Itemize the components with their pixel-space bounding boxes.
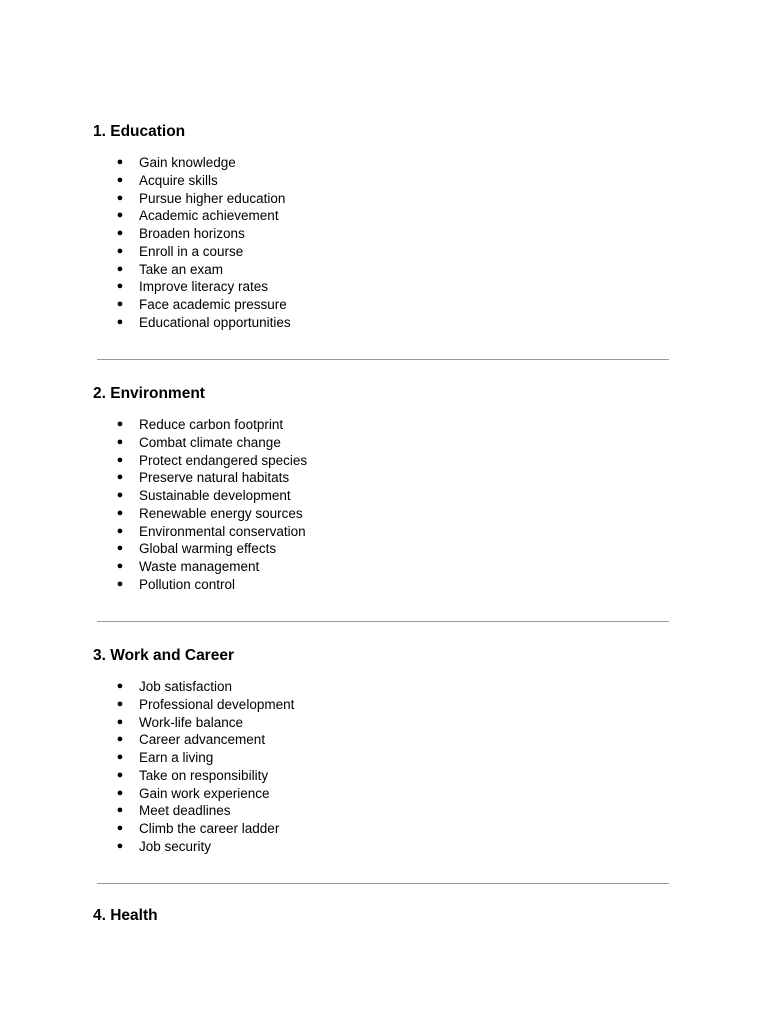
bullet-icon: ● <box>116 262 124 275</box>
bullet-icon: ● <box>116 418 124 430</box>
bullet-icon: ● <box>116 751 124 763</box>
list-item-text: Meet deadlines <box>139 803 231 819</box>
section-heading: 4. Health <box>93 907 158 924</box>
list-item-text: Acquire skills <box>139 172 218 188</box>
list-item-text: Waste management <box>139 559 260 574</box>
section-divider <box>97 359 669 360</box>
bullet-icon: ● <box>116 315 124 328</box>
bullet-icon: ● <box>116 768 124 781</box>
list-item-text: Academic achievement <box>139 208 279 224</box>
section-heading: 1. Education <box>93 123 186 140</box>
bullet-icon: ● <box>116 489 124 501</box>
list-item-text: Improve literacy rates <box>139 279 269 295</box>
bullet-icon: ● <box>116 435 124 448</box>
list-item-text: Preserve natural habitats <box>139 470 290 486</box>
list-item-text: Earn a living <box>139 750 214 765</box>
bullet-icon: ● <box>116 227 124 239</box>
bullet-icon: ● <box>116 280 124 293</box>
list-item-text: Pursue higher education <box>139 190 286 206</box>
bullet-icon: ● <box>116 244 124 257</box>
list-item-text: Protect endangered species <box>139 452 308 468</box>
bullet-icon: ● <box>116 298 124 310</box>
bullet-icon: ● <box>116 156 124 168</box>
list-item-text: Reduce carbon footprint <box>139 417 284 432</box>
list-item-text: Work-life balance <box>139 714 244 730</box>
list-item-text: Take on responsibility <box>139 767 269 783</box>
list-item-text: Environmental conservation <box>139 523 306 539</box>
list-item-text: Sustainable development <box>139 488 291 503</box>
section-heading: 3. Work and Career <box>93 647 234 664</box>
bullet-icon: ● <box>116 715 124 728</box>
bullet-icon: ● <box>116 804 124 817</box>
list-item-text: Career advancement <box>139 732 266 748</box>
bullet-icon: ● <box>116 697 124 710</box>
section-divider <box>97 883 669 884</box>
bullet-icon: ● <box>116 733 124 746</box>
list-item-text: Global warming effects <box>139 541 277 557</box>
bullet-icon: ● <box>116 839 124 852</box>
list-item-text: Climb the career ladder <box>139 821 280 836</box>
bullet-icon: ● <box>116 560 124 572</box>
list-item-text: Enroll in a course <box>139 243 244 259</box>
list-item-text: Face academic pressure <box>139 297 287 312</box>
list-item-text: Take an exam <box>139 261 224 277</box>
bullet-icon: ● <box>116 471 124 484</box>
bullet-icon: ● <box>116 786 124 799</box>
bullet-icon: ● <box>116 191 124 204</box>
list-item-text: Broaden horizons <box>139 226 245 241</box>
bullet-icon: ● <box>116 822 124 834</box>
bullet-icon: ● <box>116 506 124 519</box>
bullet-icon: ● <box>116 173 124 186</box>
bullet-icon: ● <box>116 577 124 590</box>
bullet-icon: ● <box>116 524 124 537</box>
list-item-text: Job security <box>139 838 212 854</box>
list-item-text: Job satisfaction <box>139 679 233 694</box>
list-item-text: Renewable energy sources <box>139 505 303 521</box>
list-item-text: Educational opportunities <box>139 314 291 330</box>
list-item-text: Pollution control <box>139 576 236 592</box>
section-divider <box>97 621 669 622</box>
section-heading: 2. Environment <box>93 385 205 402</box>
list-item-text: Gain knowledge <box>139 155 236 170</box>
list-item-text: Professional development <box>139 696 295 712</box>
bullet-icon: ● <box>116 680 124 692</box>
list-item-text: Gain work experience <box>139 785 270 801</box>
bullet-icon: ● <box>116 209 124 222</box>
bullet-icon: ● <box>116 453 124 466</box>
list-item-text: Combat climate change <box>139 434 281 450</box>
bullet-icon: ● <box>116 542 124 555</box>
